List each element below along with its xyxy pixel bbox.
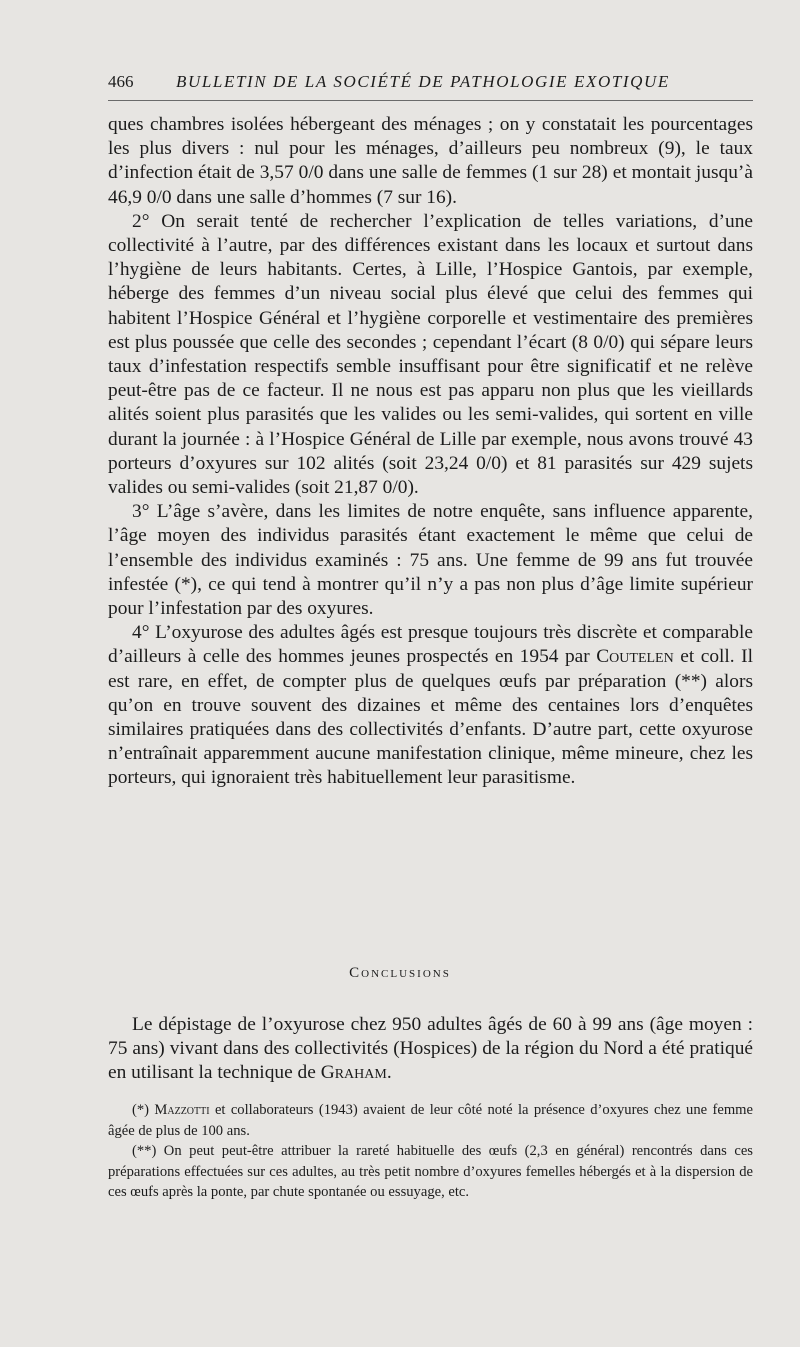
running-header bbox=[108, 70, 753, 101]
author-name-graham: Graham bbox=[320, 1062, 387, 1084]
page-number: 466 bbox=[108, 72, 134, 91]
footnote-2: (**) On peut peut-être attribuer la rareté habituelle des œufs (2,3 en général) rencontrés dans ces préparations effectuées sur ces adultes, au très petit nombre d’oxyures femelles hébergés et à la dispersion de ces œufs après la ponte, par chute spontanée ou essuyage, etc. bbox=[108, 1143, 753, 1200]
conclusion-text-end: . bbox=[386, 1062, 392, 1084]
footnote-1 bbox=[108, 1100, 753, 1141]
running-title: BULLETIN DE LA SOCIÉTÉ DE PATHOLOGIE EXOTIQUE bbox=[176, 72, 670, 91]
paragraph-point-4 bbox=[108, 621, 753, 790]
conclusion-paragraph bbox=[108, 1013, 753, 1086]
footnote-1-text: et collaborateurs (1943) avaient de leur côté noté la présence d’oxyures chez une femme âgée de plus de 100 ans. bbox=[108, 1102, 753, 1139]
paragraph-continuation: ques chambres isolées hébergeant des ménages ; on y constatait les pourcentages les plus divers : nul pour les ménages, d’ailleurs peu nombreux (9), le taux d’infection était de 3,57 0/0 dans une salle de femmes (1 sur 28) et montait jusqu’à 46,9 0/0 dans une salle d’hommes (7 sur 16). bbox=[108, 114, 753, 208]
author-name-coutelen: Coutelen bbox=[596, 646, 674, 668]
paragraph-point-2: 2° On serait tenté de rechercher l’explication de telles variations, d’une collectivité à l’autre, par des différences existant dans les locaux et surtout dans l’hygiène de leurs habitants. Certes, à Lille, l’Hospice Gantois, par exemple, héberge des femmes d’un niveau social plus élevé que celui des femmes qui habitent l’Hospice Général et l’hygiène corporelle et vestimentaire des premières est plus poussée que celle des secondes ; cependant l’écart (8 0/0) qui sépare leurs taux d’infestation respectifs semble insuffisant pour être significatif et ne relève peut-être pas de ce facteur. Il ne nous est pas apparu non plus que les vieillards alités soient plus parasités que les valides ou les semi-valides, qui sortent en ville durant la journée : à l’Hospice Général de Lille par exemple, nous avons trouvé 43 porteurs d’oxyures sur 102 alités (soit 23,24 0/0) et 81 parasités sur 429 sujets valides ou semi-valides (soit 21,87 0/0). bbox=[108, 210, 753, 499]
author-name-mazzotti: Mazzotti bbox=[154, 1102, 210, 1118]
paragraph-point-3: 3° L’âge s’avère, dans les limites de notre enquête, sans influence apparente, l’âge moyen des individus parasités étant exactement le même que celui de l’ensemble des individus examinés : 75 ans. Une femme de 99 ans fut trouvée infestée (*), ce qui tend à montrer qu’il n’y a pas non plus d’âge limite supérieur pour l’infestation par des oxyures. bbox=[108, 501, 753, 620]
conclusion-text-start: Le dépistage de l’oxyurose chez 950 adultes âgés de 60 à 99 ans (âge moyen : 75 ans) vivant dans des collectivités (Hospices) de la région du Nord a été pratiqué en utilisant la technique de bbox=[108, 1014, 753, 1084]
paragraph-4-text-start: 4° L’oxyurose des adultes âgés est presque toujours très discrète et comparable d’ailleurs à celle des hommes jeunes prospectés en 1954 par bbox=[108, 622, 753, 668]
conclusion-section bbox=[108, 1013, 753, 1086]
body-text bbox=[108, 113, 753, 791]
section-heading-conclusions: Conclusions bbox=[349, 965, 451, 981]
paragraph-4-text-end: et coll. Il est rare, en effet, de compter plus de quelques œufs par préparation (**) alors qu’on en trouve souvent des dizaines et même des centaines lors d’enquêtes similaires pratiquées dans des collectivités d’enfants. D’autre part, cette oxyurose n’entraînait apparemment aucune manifestation clinique, même mineure, chez les porteurs, qui ignoraient très habituellement leur parasitisme. bbox=[108, 646, 753, 789]
footnotes bbox=[108, 1100, 753, 1203]
footnote-1-marker: (*) bbox=[132, 1102, 155, 1118]
